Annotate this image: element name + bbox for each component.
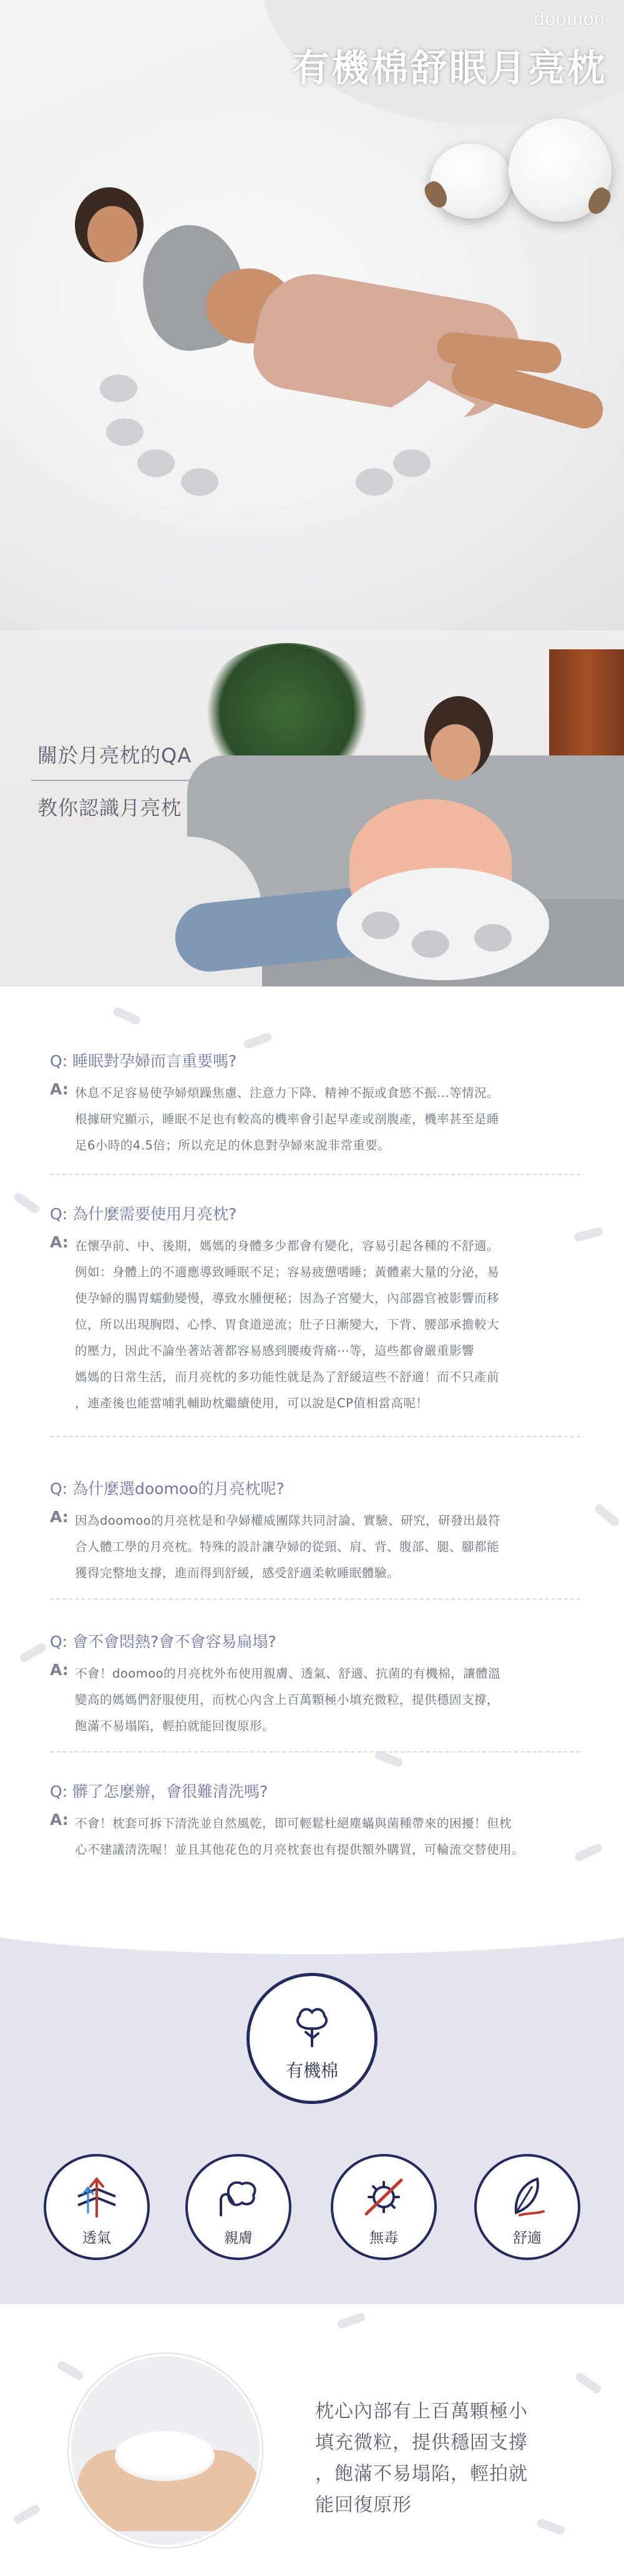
confetti-decor [243, 1032, 273, 1050]
qa-answer [50, 1661, 587, 1739]
feature-skin-friendly [185, 2154, 291, 2260]
model-face [431, 724, 480, 780]
answer-line: 使孕婦的腸胃蠕動變慢，導致水腫便秘；因為子宮變大，內部器官被影響而移 [75, 1291, 500, 1305]
pillow-pattern [94, 325, 418, 487]
moon-pillow-image [337, 868, 549, 980]
answer-line: 獲得完整地支撐，進而得到舒緩，感受舒適柔軟睡眠體驗。 [75, 1566, 400, 1580]
feature-non-toxic [331, 2154, 437, 2260]
confetti-decor [574, 2371, 603, 2395]
answer-line: ，連產後也能當哺乳輔助枕繼續使用，可以說是CP值相當高呢！ [75, 1396, 429, 1410]
model-face [87, 206, 137, 262]
feature-label: 有機棉 [285, 2060, 338, 2081]
beads-image [115, 2431, 215, 2481]
description-line: 枕心內部有上百萬顆極小 [315, 2401, 528, 2422]
qa-heading [37, 740, 218, 821]
qa-item [50, 1202, 587, 1417]
feature-label: 透氣 [82, 2230, 111, 2246]
answer-line: 心不建議清洗喔！並且其他花色的月亮枕套也有提供額外購買，可輪流交替使用。 [75, 1842, 525, 1857]
cotton-boll-image [431, 144, 512, 219]
qa-answer [50, 1508, 587, 1586]
confetti-decor [56, 2359, 85, 2381]
answer-mark: A: [50, 1233, 69, 1251]
confetti-decor [112, 1006, 142, 1026]
description-line: ，飽滿不易塌陷，輕拍就 [315, 2463, 528, 2485]
description-line: 能回復原形 [315, 2494, 412, 2516]
hero-banner [0, 0, 624, 631]
answer-mark: A: [50, 1811, 69, 1829]
answer-line: 在懷孕前、中、後期，媽媽的身體多少都會有變化，容易引起各種的不舒適。 [75, 1239, 500, 1253]
qa-divider [50, 1751, 580, 1753]
confetti-decor [12, 1191, 41, 1215]
non-toxic-icon [360, 2175, 407, 2219]
brand-logo: doomoo [534, 9, 605, 29]
qa-item [50, 1779, 587, 1863]
qa-item [50, 1049, 587, 1159]
qa-answer [50, 1233, 587, 1417]
confetti-decor [593, 1503, 621, 1528]
qa-heading-line2: 教你認識月亮枕 [37, 796, 182, 820]
answer-line: 休息不足容易使孕婦煩躁焦慮、注意力下降、精神不振或食慾不振...等情況。 [75, 1086, 500, 1100]
wave-divider [0, 1879, 624, 1954]
qa-item [50, 1477, 587, 1586]
qa-question: Q: 為什麼選doomoo的月亮枕呢? [50, 1480, 285, 1498]
confetti-decor [336, 2312, 366, 2330]
qa-question: Q: 髒了怎麼辦，會很難清洗嗎? [50, 1782, 268, 1801]
description-line: 填充微粒，提供穩固支撐 [315, 2432, 528, 2454]
cotton-boll-image [509, 119, 612, 222]
skin-friendly-icon [215, 2175, 262, 2219]
comfort-feather-icon [504, 2175, 551, 2219]
answer-line: 不會！枕套可拆下清洗並自然風乾，即可輕鬆杜絕塵蟎與菌種帶來的困擾！但枕 [75, 1816, 512, 1831]
answer-line: 足6小時的4.5倍；所以充足的休息對孕婦來說非常重要。 [75, 1138, 391, 1153]
feature-label: 親膚 [224, 2230, 253, 2246]
qa-item [50, 1630, 587, 1739]
filling-beads-image [69, 2354, 262, 2547]
answer-line: 變高的媽媽們舒服使用，而枕心內含上百萬顆極小填充微粒，提供穩固支撐， [75, 1693, 500, 1707]
qa-heading-divider [31, 780, 218, 781]
confetti-decor [19, 1641, 48, 1663]
answer-line: 媽媽的日常生活，而月亮枕的多功能性就是為了舒緩這些不舒適！而不只產前 [75, 1370, 500, 1384]
qa-question: Q: 會不會悶熱?會不會容易扁塌? [50, 1633, 276, 1651]
qa-answer [50, 1811, 587, 1863]
answer-line: 例如：身體上的不適應導致睡眠不足；容易疲憊嗜睡；黃體素大量的分泌，易 [75, 1265, 500, 1279]
answer-line: 因為doomoo的月亮枕是和孕婦權威團隊共同討論、實驗、研究，研發出最符 [75, 1513, 501, 1528]
feature-label: 無毒 [369, 2230, 398, 2246]
answer-mark: A: [50, 1661, 69, 1679]
filling-description [315, 2396, 577, 2521]
answer-line: 的壓力，因此不論坐著站著都容易感到腰痠背痛⋯等，這些都會嚴重影響 [75, 1344, 475, 1358]
qa-divider [50, 1436, 580, 1437]
qa-question: Q: 為什麼需要使用月亮枕? [50, 1205, 237, 1223]
qa-heading-line1: 關於月亮枕的QA [37, 744, 192, 767]
answer-line: 位，所以出現胸悶、心悸、胃食道逆流；肚子日漸變大，下背、腰部承擔較大 [75, 1317, 500, 1332]
filling-section [0, 2304, 624, 2576]
confetti-decor [12, 2503, 42, 2525]
feature-comfort [474, 2154, 580, 2260]
feature-label: 舒適 [513, 2230, 542, 2246]
answer-line: 飽滿不易塌陷，輕拍就能回復原形。 [75, 1719, 275, 1733]
answer-mark: A: [50, 1508, 69, 1526]
feature-organic-cotton [246, 1973, 378, 2104]
answer-line: 根據研究顯示，睡眠不足也有較高的機率會引起早產或剖腹產，機率甚至是睡 [75, 1112, 500, 1126]
answer-line: 不會！doomoo的月亮枕外布使用親膚、透氣、舒適、抗菌的有機棉，讓體溫 [75, 1666, 501, 1681]
feature-breathable [44, 2154, 150, 2260]
qa-answer [50, 1080, 587, 1159]
qa-divider [50, 1598, 580, 1600]
answer-line: 合人體工學的月亮枕。特殊的設計讓孕婦的從頸、肩、背、腹部、腿、腳都能 [75, 1540, 500, 1554]
qa-question: Q: 睡眠對孕婦而言重要嗎? [50, 1052, 237, 1070]
breathable-icon [73, 2175, 120, 2219]
cotton-icon [287, 2000, 337, 2050]
qa-divider [50, 1174, 580, 1175]
page-title: 有機棉舒眠月亮枕 [292, 47, 607, 91]
answer-mark: A: [50, 1080, 69, 1098]
